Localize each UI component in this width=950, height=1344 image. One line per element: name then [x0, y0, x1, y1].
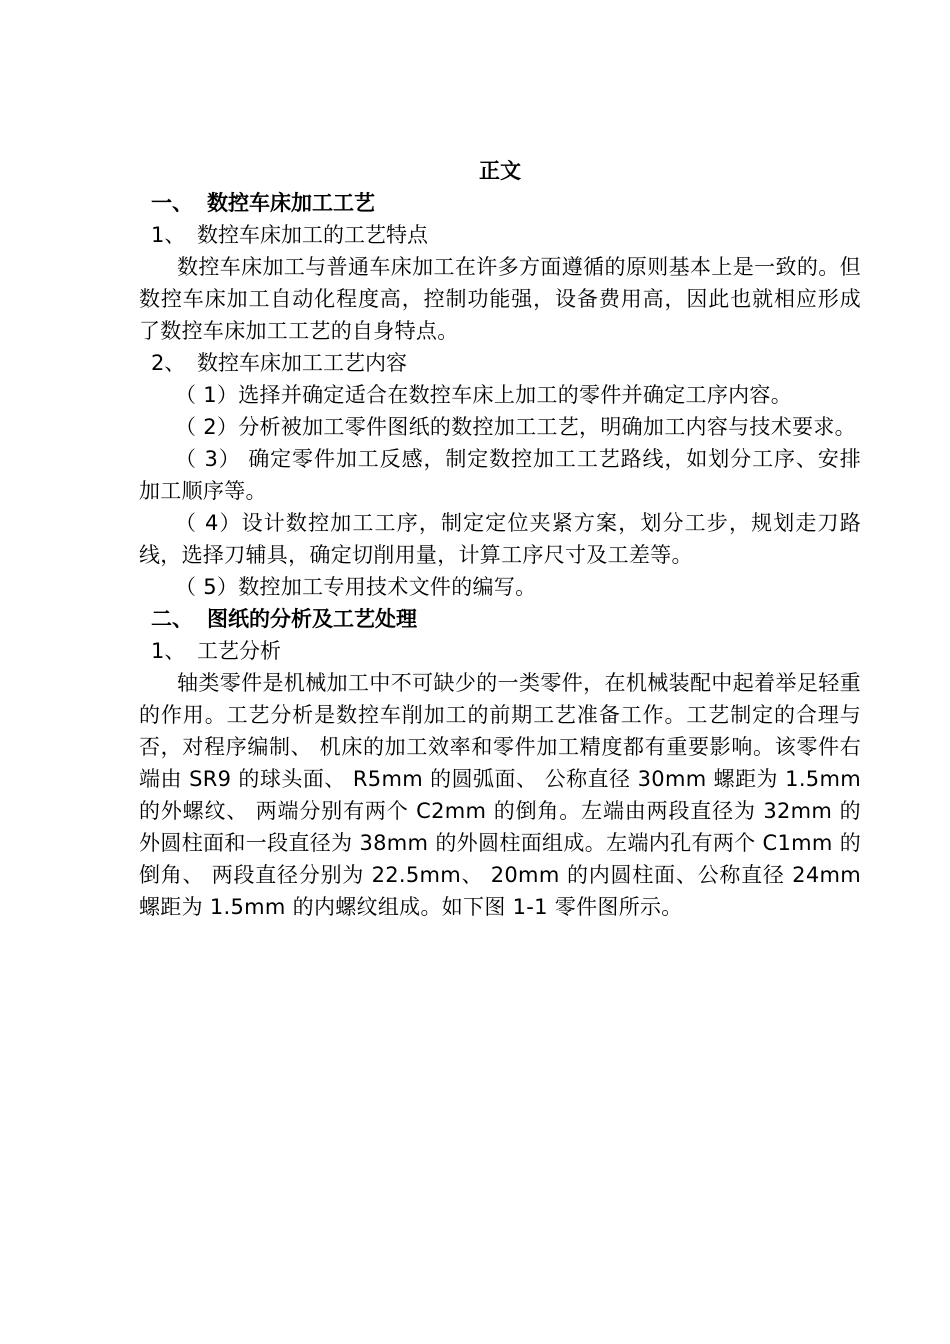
list-item: （ 4）设计数控加工工序，制定定位夹紧方案，划分工步，规划走刀路线，选择刀辅具，确定切削用量，计算工序尺寸及工差等。	[139, 511, 861, 567]
document-body	[139, 155, 861, 923]
paragraph: 数控车床加工与普通车床加工在许多方面遵循的原则基本上是一致的。但数控车床加工自动化程度高，控制功能强，设备费用高，因此也就相应形成了数控车床加工工艺的自身特点。	[139, 255, 861, 343]
list-item: （ 5）数控加工专用技术文件的编写。	[175, 575, 537, 599]
section-number: 二、	[151, 607, 193, 631]
subsection-number: 2、	[151, 351, 186, 375]
subsection-title: 数控车床加工的工艺特点	[197, 223, 428, 247]
list-item: （ 3） 确定零件加工反感，制定数控加工工艺路线，如划分工序、安排加工顺序等。	[139, 447, 861, 503]
list-item: （ 1）选择并确定适合在数控车床上加工的零件并确定工序内容。	[175, 383, 793, 407]
subsection-heading-2-1	[139, 635, 861, 667]
section-title: 图纸的分析及工艺处理	[207, 607, 417, 631]
section-heading-1	[139, 187, 861, 219]
subsection-number: 1、	[151, 639, 186, 663]
subsection-title: 数控车床加工工艺内容	[197, 351, 407, 375]
section-title: 数控车床加工工艺	[207, 191, 375, 215]
subsection-number: 1、	[151, 223, 186, 247]
subsection-heading-1-2	[139, 347, 861, 379]
subsection-heading-1-1	[139, 219, 861, 251]
subsection-title: 工艺分析	[197, 639, 281, 663]
section-number: 一、	[151, 191, 193, 215]
page-title: 正文	[479, 159, 521, 183]
list-item: （ 2）分析被加工零件图纸的数控加工工艺，明确加工内容与技术要求。	[175, 415, 856, 439]
section-heading-2	[139, 603, 861, 635]
paragraph: 轴类零件是机械加工中不可缺少的一类零件，在机械装配中起着举足轻重的作用。工艺分析是数控车削加工的前期工艺准备工作。工艺制定的合理与否，对程序编制、 机床的加工效率和零件加工精度都有重要影响。该零件右端由 SR9 的球头面、 R5mm 的圆弧面、 公称直径 30mm 螺距为 1.5mm 的外螺纹、 两端分别有两个 C2mm 的倒角。左端由两段直径为 32mm 的外圆柱面和一段直径为 38mm 的外圆柱面组成。左端内孔有两个 C1mm 的倒角、 两段直径分别为 22.5mm、 20mm 的内圆柱面、公称直径 24mm 螺距为 1.5mm 的内螺纹组成。如下图 1-1 零件图所示。	[139, 671, 861, 919]
